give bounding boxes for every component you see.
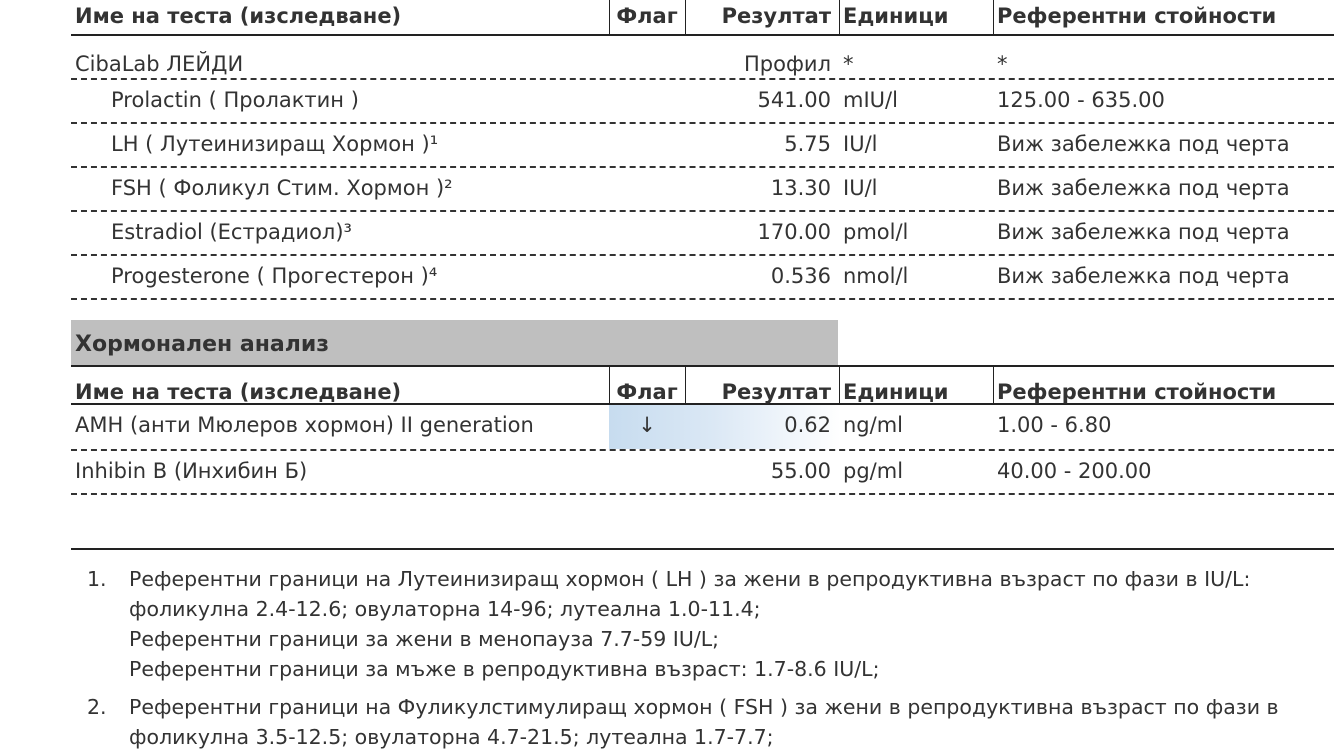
- footnotes: [71, 548, 1334, 752]
- flag-cell: [609, 168, 685, 210]
- table-row: [71, 168, 1334, 212]
- footnote-number: 2.: [87, 695, 107, 719]
- header-reference: Референтни стойности: [997, 4, 1277, 28]
- result-value: 13.30: [770, 176, 831, 200]
- test-name: Progesterone ( Прогестерон )⁴: [111, 264, 438, 288]
- reference-value: *: [997, 52, 1008, 76]
- header-flag: Флаг: [616, 380, 678, 404]
- units-value: IU/l: [843, 176, 878, 200]
- footnote-item: [71, 684, 1334, 752]
- footnote-line: фоликулна 3.5-12.5; овулаторна 4.7-21.5; лутеална 1.7-7.7;: [129, 725, 774, 749]
- flag-cell: [609, 36, 685, 78]
- table-row: [71, 124, 1334, 168]
- header-result: Резултат: [721, 380, 831, 404]
- test-name: AMH (анти Мюлеров хормон) II generation: [75, 413, 534, 437]
- section-title: Хормонален анализ: [71, 320, 838, 365]
- footnote-line: Референтни граници за мъже в репродуктивна възраст: 1.7-8.6 IU/L;: [129, 657, 880, 681]
- footnote-list: [71, 550, 1334, 752]
- result-value: 5.75: [784, 132, 831, 156]
- arrow-down-icon: ↓: [638, 413, 656, 437]
- result-value: 55.00: [770, 459, 831, 483]
- footnote-line: фоликулна 2.4-12.6; овулаторна 14-96; лутеална 1.0-11.4;: [129, 597, 761, 621]
- table-row: [71, 212, 1334, 256]
- column-divider: [839, 367, 840, 403]
- footnote-number: 1.: [87, 567, 107, 591]
- table-header: [71, 0, 1334, 36]
- footnote-item: [71, 550, 1334, 684]
- table-row: [71, 405, 1334, 451]
- flag-cell: [609, 80, 685, 122]
- units-value: mIU/l: [843, 88, 898, 112]
- units-value: pg/ml: [843, 459, 904, 483]
- test-name: Estradiol (Естрадиол)³: [111, 220, 352, 244]
- reference-value: 125.00 - 635.00: [997, 88, 1165, 112]
- spacer: [71, 300, 1334, 320]
- test-name: Prolactin ( Пролактин ): [111, 88, 359, 112]
- header-result: Резултат: [721, 4, 831, 28]
- header-flag: Флаг: [616, 4, 678, 28]
- result-value: 0.536: [770, 264, 831, 288]
- result-value: 0.62: [784, 413, 831, 437]
- footnote-line: Референтни граници на Фуликулстимулиращ хормон ( FSH ) за жени в репродуктивна възраст по фази в: [129, 695, 1279, 719]
- footnote-line: Референтни граници за жени в менопауза 7.7-59 IU/L;: [129, 627, 720, 651]
- units-value: IU/l: [843, 132, 878, 156]
- flag-cell: [609, 124, 685, 166]
- header-name: Име на теста (изследване): [75, 4, 402, 28]
- table-row: [71, 451, 1334, 495]
- header-units: Единици: [843, 380, 949, 404]
- result-value: 541.00: [757, 88, 831, 112]
- reference-value: Виж забележка под черта: [997, 264, 1290, 288]
- test-name: Inhibin B (Инхибин Б): [75, 459, 308, 483]
- table-header: [71, 365, 1334, 405]
- test-name: LH ( Лутеинизиращ Хормон )¹: [111, 132, 439, 156]
- column-divider: [839, 0, 840, 34]
- header-units: Единици: [843, 4, 949, 28]
- reference-value: 1.00 - 6.80: [997, 413, 1112, 437]
- lab-report: [71, 0, 1334, 750]
- result-value: Профил: [744, 52, 831, 76]
- units-value: ng/ml: [843, 413, 904, 437]
- header-reference: Референтни стойности: [997, 380, 1277, 404]
- result-value: 170.00: [757, 220, 831, 244]
- flag-cell: [609, 256, 685, 298]
- test-name: CibaLab ЛЕЙДИ: [75, 52, 244, 76]
- flag-cell: [609, 451, 685, 493]
- footnote-line: Референтни граници на Лутеинизиращ хормон ( LH ) за жени в репродуктивна възраст по фази в IU/L:: [129, 567, 1251, 591]
- table-row: [71, 80, 1334, 124]
- table-row: [71, 36, 1334, 80]
- column-divider: [993, 367, 994, 403]
- column-divider: [993, 0, 994, 34]
- units-value: pmol/l: [843, 220, 909, 244]
- units-value: *: [843, 52, 854, 76]
- reference-value: Виж забележка под черта: [997, 220, 1290, 244]
- reference-value: Виж забележка под черта: [997, 176, 1290, 200]
- flag-cell: [609, 212, 685, 254]
- test-name: FSH ( Фоликул Стим. Хормон )²: [111, 176, 453, 200]
- units-value: nmol/l: [843, 264, 909, 288]
- reference-value: Виж забележка под черта: [997, 132, 1290, 156]
- reference-value: 40.00 - 200.00: [997, 459, 1152, 483]
- header-name: Име на теста (изследване): [75, 380, 402, 404]
- table-row: [71, 256, 1334, 300]
